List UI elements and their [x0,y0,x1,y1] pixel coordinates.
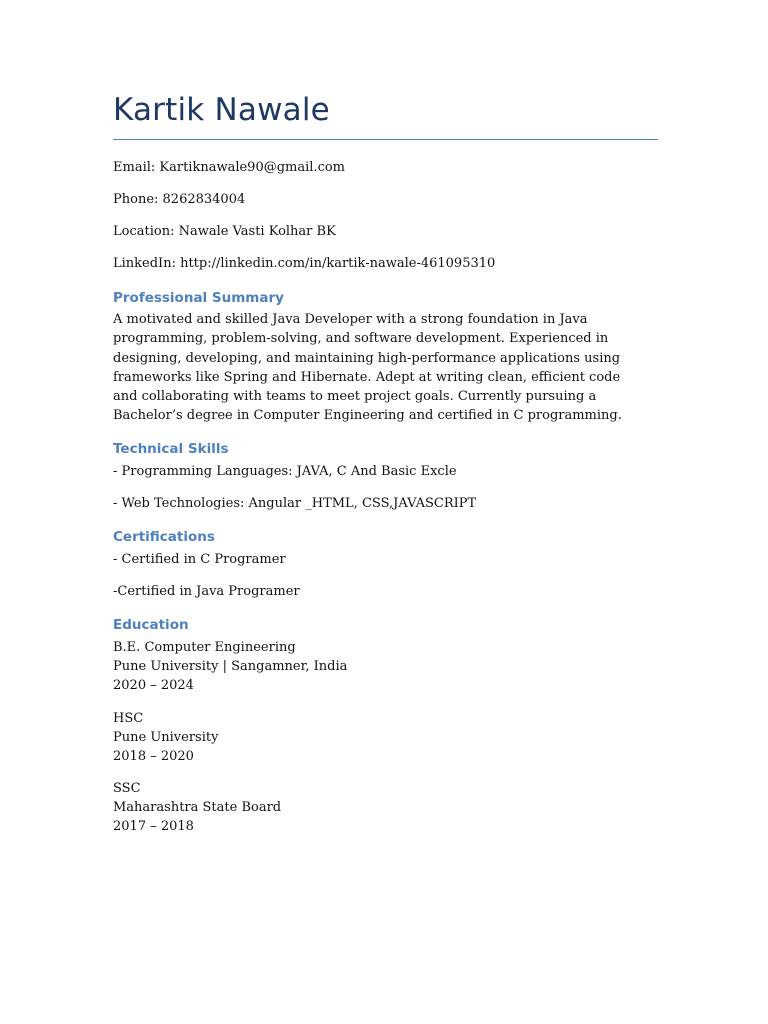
education-years: 2017 – 2018 [113,819,194,834]
candidate-name: Kartik Nawale [113,92,330,128]
education-institution: Pune University [113,730,219,745]
education-institution: Maharashtra State Board [113,800,282,815]
education-degree: B.E. Computer Engineering [113,640,296,655]
education-years: 2020 – 2024 [113,678,194,693]
skill-item: - Web Technologies: Angular _HTML, CSS,JAVASCRIPT [113,496,477,511]
certification-item: -Certified in Java Programer [113,584,300,599]
education-heading: Education [113,617,189,633]
education-degree: SSC [113,781,141,796]
education-institution: Pune University | Sangamner, India [113,659,348,674]
education-years: 2018 – 2020 [113,749,194,764]
location-line: Location: Nawale Vasti Kolhar BK [113,224,336,239]
title-divider [113,139,658,140]
linkedin-line: LinkedIn: http://linkedin.com/in/kartik-nawale-461095310 [113,256,496,271]
skill-item: - Programming Languages: JAVA, C And Basic Excle [113,464,457,479]
certifications-heading: Certifications [113,529,215,545]
education-degree: HSC [113,711,144,726]
phone-line: Phone: 8262834004 [113,192,246,207]
skills-heading: Technical Skills [113,441,229,457]
certification-item: - Certified in C Programer [113,552,286,567]
email-line: Email: Kartiknawale90@gmail.com [113,160,346,175]
summary-text: A motivated and skilled Java Developer with a strong foundation in Java programming, problem-solving, and software development. Experienced in designing, developing, and maintaining high-performance applications using frameworks like Spring and Hibernate. Adept at writing clean, efficient code and collaborating with teams to meet project goals. Currently pursuing a Bachelor’s degree in Computer Engineering and certified in C programming. [113,312,622,424]
summary-heading: Professional Summary [113,290,284,306]
